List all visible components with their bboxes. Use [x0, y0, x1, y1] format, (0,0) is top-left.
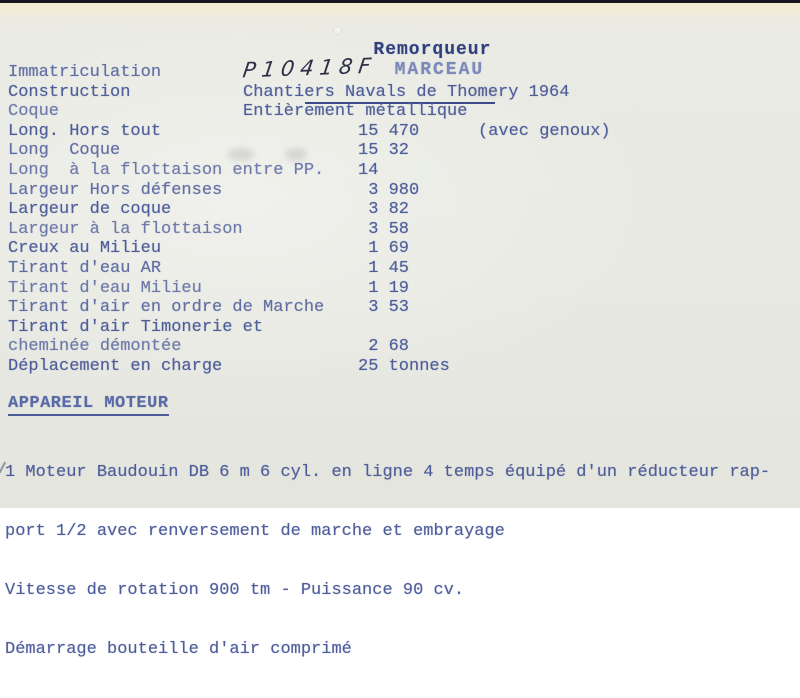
spec-label: Largeur Hors défenses — [8, 180, 223, 200]
engine-line: Vitesse de rotation 900 tm - Puissance 90 cv. — [5, 580, 465, 600]
spec-num-value: 14 — [358, 160, 379, 180]
spec-label: Déplacement en charge — [8, 356, 223, 376]
spec-label: Long. Hors tout — [8, 121, 162, 141]
spec-num-value: 3 82 — [358, 200, 410, 220]
spec-num-value: 2 68 — [358, 337, 410, 357]
table-row — [8, 318, 800, 338]
table-row — [8, 357, 800, 377]
spec-label: Coque — [8, 102, 60, 122]
engine-line: port 1/2 avec renversement de marche et embrayage — [5, 521, 505, 541]
registration-number-handwritten: P10418F — [241, 53, 379, 83]
table-row — [8, 141, 800, 161]
spec-num-value: 15 32 — [358, 141, 410, 161]
spec-note: (avec genoux) — [478, 121, 611, 141]
spec-label: Largeur à la flottaison — [8, 219, 243, 239]
table-row — [8, 122, 800, 142]
spec-text-value: Entièrement métallique — [243, 102, 468, 122]
spec-label: Long à la flottaison entre PP. — [8, 160, 325, 180]
spec-label: Immatriculation — [8, 63, 162, 82]
spec-label: Largeur de coque — [8, 200, 172, 220]
ink-smudge — [228, 148, 254, 161]
ink-smudge — [470, 88, 500, 98]
title-vessel-type: Remorqueur — [373, 40, 492, 60]
spec-label: Tirant d'eau Milieu — [8, 278, 202, 298]
ink-smudge — [285, 148, 307, 161]
paper-top-tint — [0, 3, 800, 19]
spec-label: Tirant d'air Timonerie et — [8, 317, 264, 337]
table-row — [8, 63, 800, 83]
spec-num-value: 1 69 — [358, 239, 410, 259]
spec-table — [8, 63, 800, 377]
spec-label: Long Coque — [8, 141, 121, 161]
spec-label: cheminée démontée — [8, 337, 182, 357]
spec-label: Tirant d'air en ordre de Marche — [8, 298, 325, 318]
engine-line: 1 Moteur Baudouin DB 6 m 6 cyl. en ligne 4 temps équipé d'un réducteur rap- — [5, 463, 771, 483]
table-row — [8, 298, 800, 318]
spec-num-value: 1 19 — [358, 278, 410, 298]
spec-num-value: 25 tonnes — [358, 356, 450, 376]
table-row — [8, 259, 800, 279]
table-row — [8, 83, 800, 103]
table-row — [8, 102, 800, 122]
spec-num-value: 1 45 — [358, 258, 410, 278]
spec-label: Construction — [8, 82, 131, 102]
hole-punch-mark — [333, 26, 342, 35]
spec-text-value: Chantiers Navals de Thomery 1964 — [243, 82, 570, 102]
table-row — [8, 161, 800, 181]
table-row — [8, 220, 800, 240]
table-row — [8, 239, 800, 259]
spec-label: Tirant d'eau AR — [8, 258, 162, 278]
spec-num-value: 3 53 — [358, 298, 410, 318]
engine-description — [5, 424, 800, 698]
engine-line: Démarrage bouteille d'air comprimé — [5, 639, 352, 659]
table-row — [8, 337, 800, 357]
spec-num-value: 15 470 — [358, 121, 420, 141]
table-row — [8, 181, 800, 201]
spec-label: Creux au Milieu — [8, 239, 162, 259]
table-row — [8, 200, 800, 220]
engine-section-heading: APPAREIL MOTEUR — [8, 394, 169, 416]
spec-num-value: 3 58 — [358, 219, 410, 239]
title-vessel-name: MARCEAU — [394, 60, 485, 80]
spec-num-value: 3 980 — [358, 180, 420, 200]
table-row — [8, 279, 800, 299]
